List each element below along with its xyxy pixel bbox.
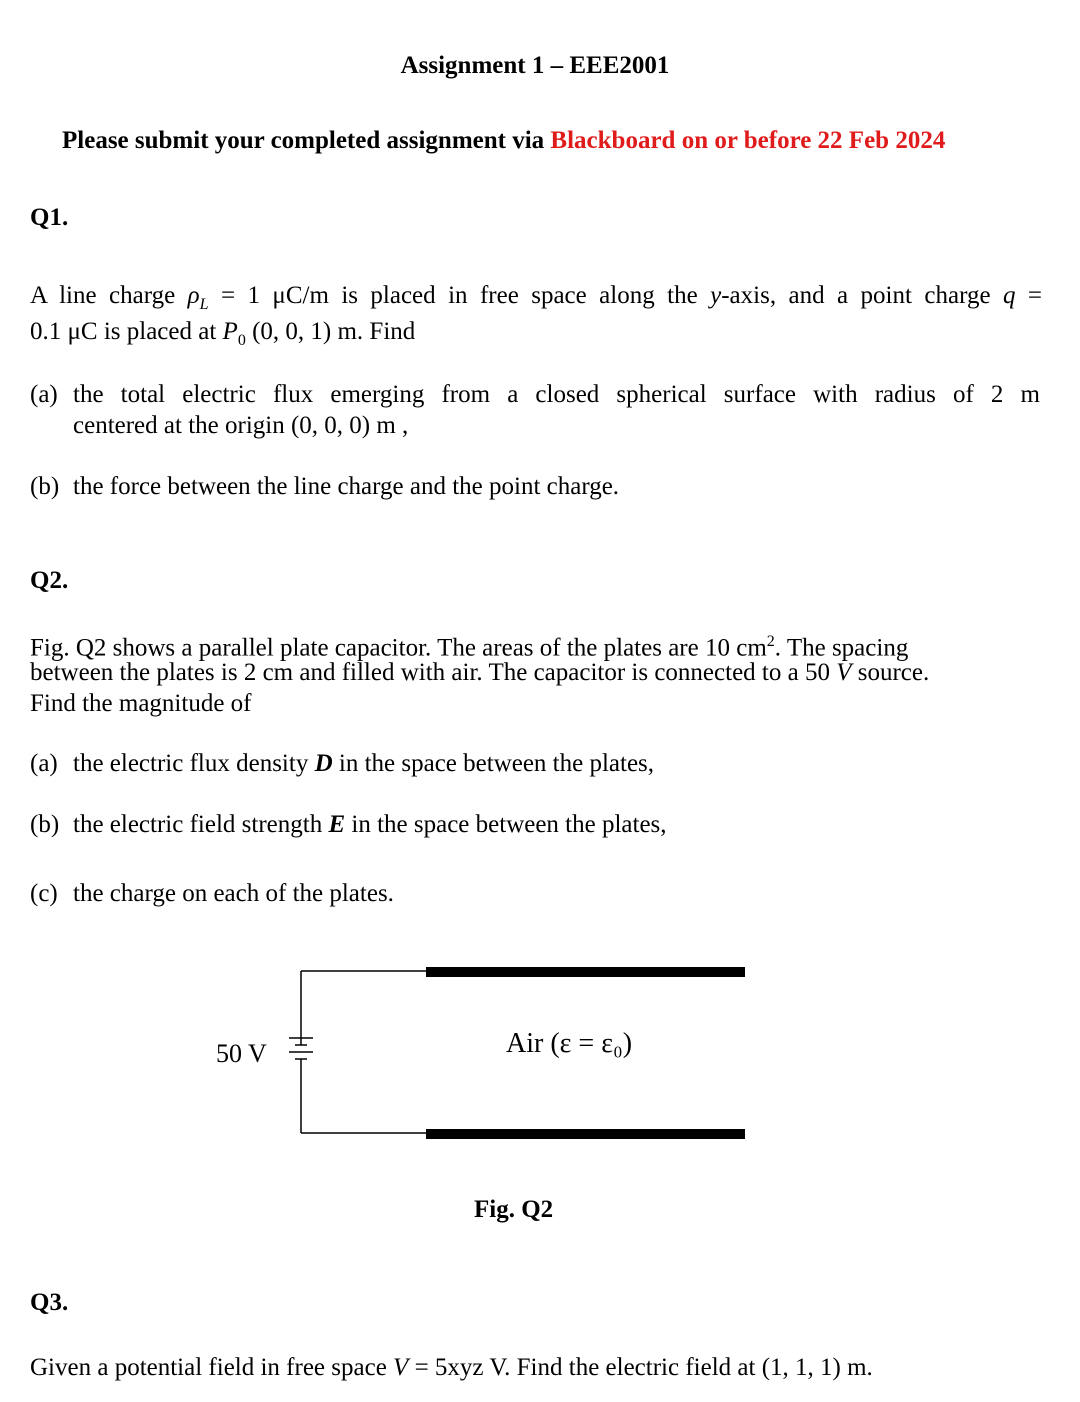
q2-part-a-label: (a) bbox=[30, 750, 58, 777]
q2-part-c-label: (c) bbox=[30, 880, 58, 907]
figure-caption: Fig. Q2 bbox=[474, 1196, 554, 1223]
q1-part-a-label: (a) bbox=[30, 381, 58, 408]
q3-text: Given a potential field in free space V = 5xyz V. Find the electric field at (1, 1, 1) m. bbox=[30, 1354, 873, 1381]
q1-intro-line2: 0.1 μC is placed at $P_0$ (0, 0, 1) m. Find bbox=[30, 318, 416, 349]
submission-prefix: Please submit your completed assignment via bbox=[62, 127, 551, 154]
assignment-title: Assignment 1 – EEE2001 bbox=[400, 52, 670, 79]
dielectric-medium-label: Air (ε = ε₀) bbox=[506, 1028, 633, 1059]
battery-symbol bbox=[289, 1038, 313, 1059]
q1-part-b bbox=[30, 473, 619, 501]
q1-intro-line1: A line charge $\rho_L = 1$ μC/m is placed in free space along the y-axis, and a point charge q = bbox=[30, 282, 1043, 313]
q1-part-b-text: the force between the line charge and the point charge. bbox=[73, 473, 620, 500]
q2-intro-line3: Find the magnitude of bbox=[30, 690, 252, 717]
q2-intro-line1: Fig. Q2 shows a parallel plate capacitor. The areas of the plates are 10 $cm^2$. The spacing bbox=[30, 633, 909, 662]
bottom-plate bbox=[426, 1129, 745, 1139]
q2-part-a: (a) the electric flux density D in the space between the plates, bbox=[30, 750, 655, 777]
q2-intro-line2: between the plates is 2 cm and filled with air. The capacitor is connected to a 50 V source. bbox=[30, 659, 930, 686]
q1-part-a-line2: centered at the origin (0, 0, 0) m , bbox=[73, 412, 409, 439]
q1-heading: Q1. bbox=[30, 204, 69, 231]
q2-heading: Q2. bbox=[30, 567, 69, 594]
capacitor-circuit-diagram bbox=[200, 955, 760, 1155]
q1-part-a bbox=[30, 381, 1040, 409]
top-plate bbox=[426, 967, 745, 977]
q2-part-b: (b) the electric field strength E in the space between the plates, bbox=[30, 811, 667, 838]
q3-heading: Q3. bbox=[30, 1289, 69, 1316]
submission-deadline: Blackboard on or before 22 Feb 2024 bbox=[550, 127, 946, 154]
q2-part-c: (c) the charge on each of the plates. bbox=[30, 880, 394, 907]
q2-part-b-label: (b) bbox=[30, 811, 60, 838]
source-voltage-label: 50 V bbox=[216, 1039, 267, 1068]
q1-part-a-line1: the total electric flux emerging from a closed spherical surface with radius of 2 m bbox=[73, 381, 1040, 408]
q1-part-b-label: (b) bbox=[30, 473, 60, 500]
submission-instruction bbox=[62, 127, 945, 155]
